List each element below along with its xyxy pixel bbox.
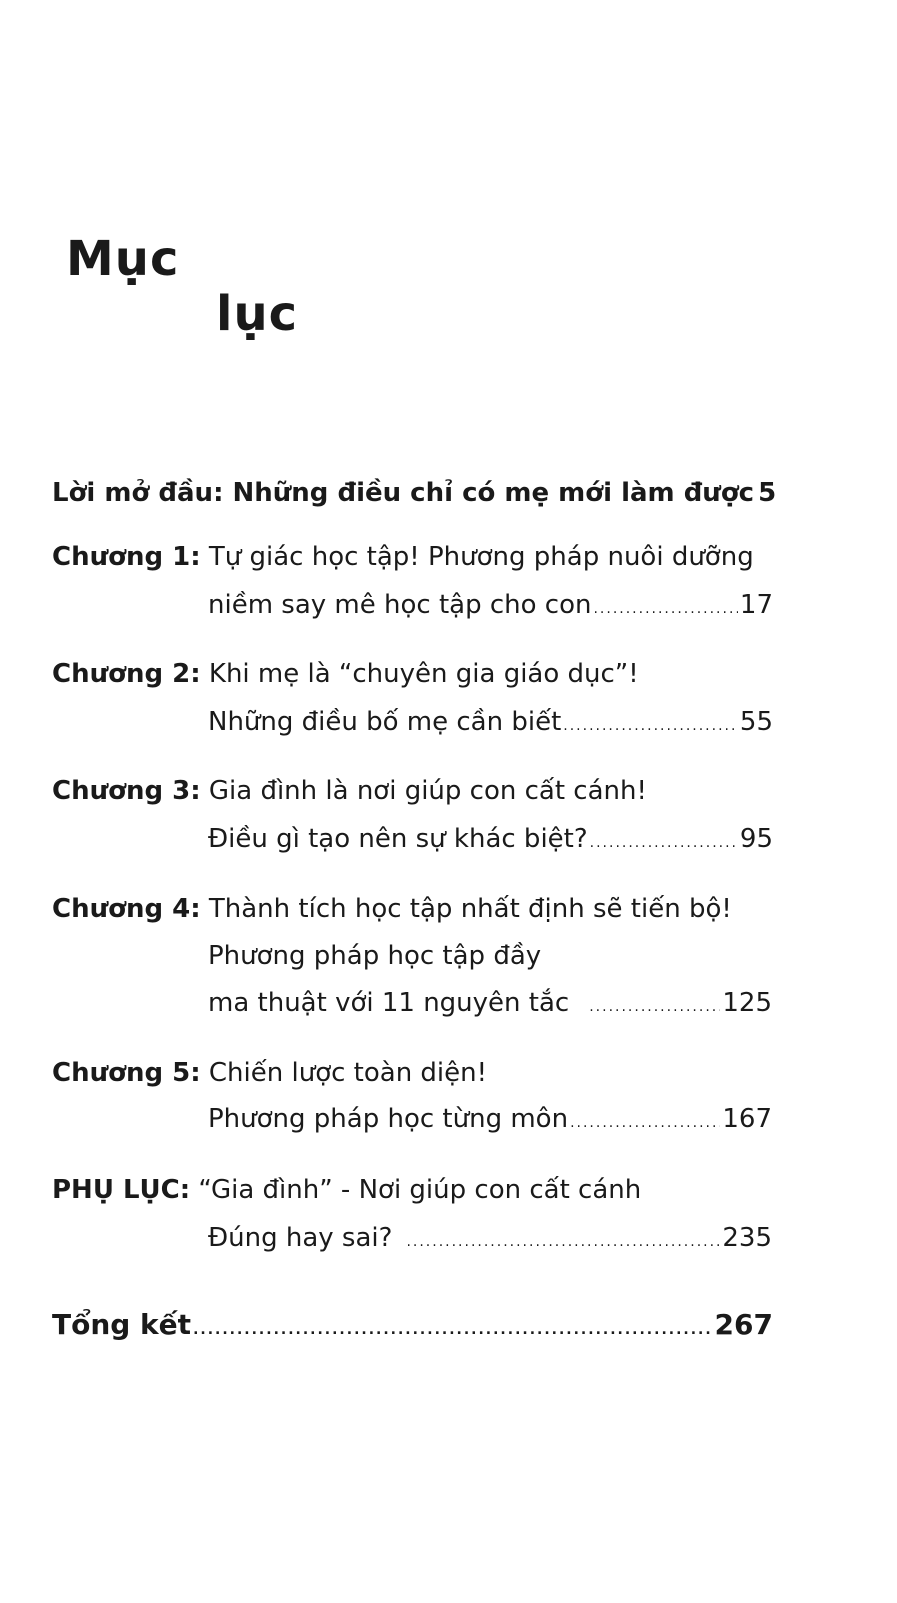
toc-entry-chapter-4[interactable] (52, 892, 732, 926)
chapter-title-line: Tự giác học tập! Phương pháp nuôi dưỡng (208, 542, 754, 572)
chapter-title-line: Chiến lược toàn diện! (208, 1058, 488, 1088)
toc-entry-chapter-2-cont[interactable] (208, 705, 773, 743)
toc-entry-text: Lời mở đầu: Những điều chỉ có mẹ mới làm được (52, 478, 755, 508)
chapter-title-line: Gia đình là nơi giúp con cất cánh! (208, 776, 647, 806)
toc-title-word-2: lục (216, 286, 299, 342)
chapter-title-line: Phương pháp học tập đầy (208, 941, 542, 971)
chapter-label: Chương 1: (52, 542, 201, 572)
chapter-title-line: ma thuật với 11 nguyên tắc (208, 988, 570, 1018)
toc-page-number: 17 (739, 590, 773, 620)
toc-page-number: 55 (739, 707, 773, 737)
dot-leader (563, 709, 738, 743)
toc-entry-chapter-1-cont[interactable] (208, 588, 773, 626)
dot-leader (406, 1225, 720, 1259)
toc-page-number: 267 (714, 1308, 773, 1341)
toc-entry-intro[interactable] (52, 476, 777, 514)
toc-entry-appendix[interactable] (52, 1173, 641, 1207)
dot-leader (593, 592, 737, 626)
chapter-label: Chương 2: (52, 659, 201, 689)
toc-entry-chapter-4-cont[interactable] (208, 986, 772, 1024)
dot-leader (570, 1106, 720, 1140)
chapter-label: Chương 4: (52, 894, 201, 924)
toc-title-word-1: Mục (66, 231, 180, 287)
chapter-label: Chương 3: (52, 776, 201, 806)
toc-entry-appendix-cont[interactable] (208, 1221, 772, 1259)
chapter-title-line: Phương pháp học từng môn (208, 1104, 569, 1134)
toc-entry-text: Tổng kết (52, 1308, 192, 1341)
toc-entry-chapter-5[interactable] (52, 1056, 487, 1090)
chapter-title-line: Những điều bố mẹ cần biết (208, 707, 562, 737)
toc-page-number: 125 (722, 988, 772, 1018)
toc-entry-chapter-4-line-2 (208, 939, 773, 973)
chapter-title-line: “Gia đình” - Nơi giúp con cất cánh (198, 1175, 642, 1205)
chapter-title-line: niềm say mê học tập cho con (208, 590, 592, 620)
toc-page-number: 167 (722, 1104, 772, 1134)
toc-entry-summary[interactable] (52, 1308, 773, 1347)
toc-entry-chapter-1[interactable] (52, 540, 754, 574)
toc-entry-chapter-2[interactable] (52, 657, 639, 691)
toc-entry-chapter-3-cont[interactable] (208, 822, 773, 860)
chapter-label: PHỤ LỤC: (52, 1175, 191, 1205)
toc-entry-chapter-5-cont[interactable] (208, 1102, 772, 1140)
dot-leader (589, 990, 720, 1024)
chapter-title-line: Khi mẹ là “chuyên gia giáo dục”! (208, 659, 639, 689)
dot-leader (590, 826, 738, 860)
toc-page-number: 235 (722, 1223, 772, 1253)
chapter-title-line: Đúng hay sai? (208, 1223, 393, 1253)
chapter-title-line: Thành tích học tập nhất định sẽ tiến bộ! (208, 894, 732, 924)
toc-page-number: 5 (758, 478, 777, 508)
dot-leader (193, 1313, 712, 1347)
toc-entry-chapter-3[interactable] (52, 774, 647, 808)
chapter-label: Chương 5: (52, 1058, 201, 1088)
chapter-title-line: Điều gì tạo nên sự khác biệt? (208, 824, 588, 854)
toc-page-number: 95 (739, 824, 773, 854)
